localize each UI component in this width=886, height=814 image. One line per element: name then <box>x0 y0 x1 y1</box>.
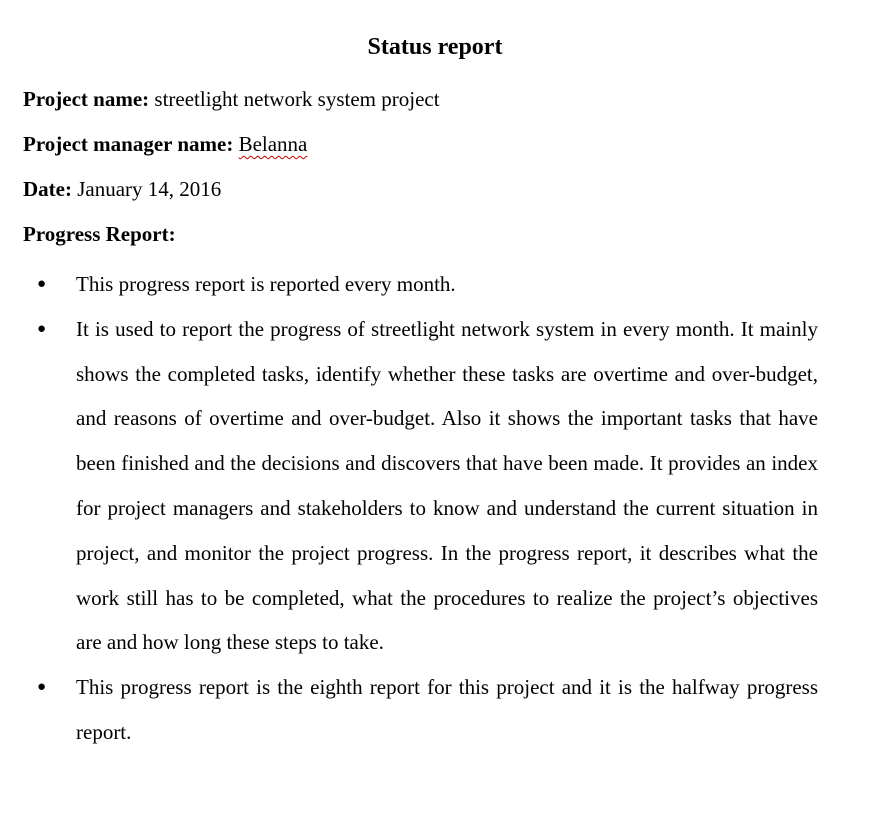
project-name-value: streetlight network system project <box>154 87 440 111</box>
date-value: January 14, 2016 <box>77 177 222 201</box>
date-label: Date: <box>23 177 72 201</box>
page-title: Status report <box>367 34 503 60</box>
bullet-icon: ● <box>37 679 47 696</box>
date-field <box>23 176 221 202</box>
progress-report-label: Progress Report: <box>23 222 176 246</box>
project-name-field <box>23 86 440 112</box>
progress-bullet-list <box>0 262 886 755</box>
bullet-text: This progress report is the eighth report for this project and it is the halfway progress report. <box>76 675 818 744</box>
list-item <box>0 307 818 665</box>
project-name-label: Project name: <box>23 87 150 111</box>
list-item <box>0 665 818 755</box>
list-item <box>0 262 818 307</box>
bullet-icon: ● <box>37 276 47 292</box>
project-manager-field <box>23 131 307 157</box>
bullet-text: It is used to report the progress of streetlight network system in every month. It mainly shows the completed tasks, identify whether these tasks are overtime and over-budget, and reasons of overtime and over-budget. Also it shows the important tasks that have been finished and the decisions and discovers that have been made. It provides an index for project managers and stakeholders to know and understand the current situation in project, and monitor the project progress. In the progress report, it describes what the work still has to be completed, what the procedures to realize the project’s objectives are and how long these steps to take. <box>76 316 818 655</box>
project-manager-label: Project manager name: <box>23 132 234 156</box>
progress-report-heading <box>23 221 176 247</box>
project-manager-value: Belanna <box>238 132 308 156</box>
bullet-icon: ● <box>37 320 47 337</box>
bullet-text: This progress report is reported every month. <box>76 272 456 296</box>
